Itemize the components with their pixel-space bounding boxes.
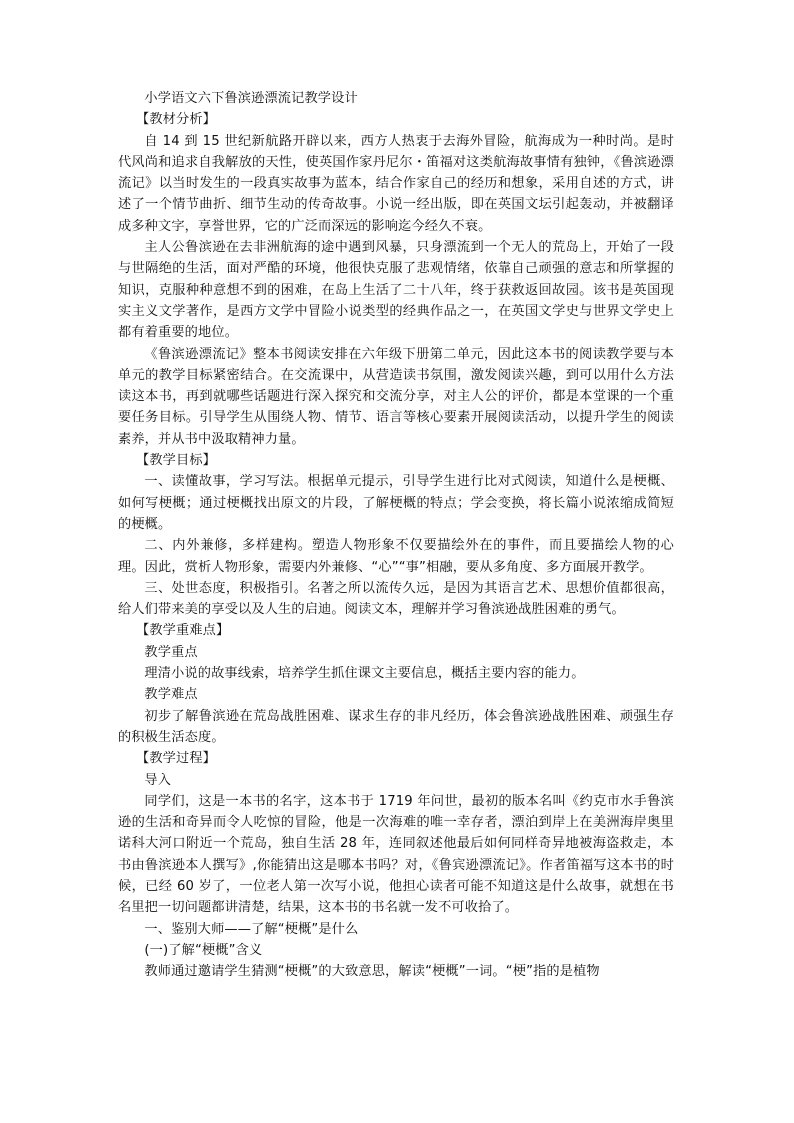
analysis-paragraph: 《鲁滨逊漂流记》整本书阅读安排在六年级下册第二单元，因此这本书的阅读教学要与本单元的教学目标紧密结合。在交流课中，从营造读书氛围，激发阅读兴趣，到可以用什么方法读这本书，再到就哪些话题进行深入探究和交流分享，对主人公的评价，都是本堂课的一个重要任务目标。引导学生从围绕人物、情节、语言等核心要素开展阅读活动，以提升学生的阅读素养，并从书中汲取精神力量。 xyxy=(118,346,674,447)
step1-text: 教师通过邀请学生猜测“梗概”的大致意思，解读“梗概”一词。“梗”指的是植物 xyxy=(144,964,600,980)
section-heading-analysis: 【教材分析】 xyxy=(136,112,217,128)
goal-paragraph: 一、读懂故事，学习写法。根据单元提示，引导学生进行比对式阅读，知道什么是梗概、如何写梗概；通过梗概找出原文的片段，了解梗概的特点；学会变换，将长篇小说浓缩成简短的梗概。 xyxy=(118,474,674,532)
goal-paragraph: 二、内外兼修，多样建构。塑造人物形象不仅要描绘外在的事件，而且要描绘人物的心理。因此，赏析人物形象，需要内外兼修、“心”“事”相融，要从多角度、多方面展开教学。 xyxy=(118,538,674,575)
analysis-paragraph: 自 14 到 15 世纪新航路开辟以来，西方人热衷于去海外冒险，航海成为一种时尚。是时代风尚和追求自我解放的天性，使英国作家丹尼尔・笛福对这类航海故事情有独钟，《鲁滨逊漂流记》以当时发生的一段真实故事为蓝本，结合作家自己的经历和想象，采用自述的方式，讲述了一个情节曲折、细节生动的传奇故事。小说一经出版，即在英国文坛引起轰动，并被翻译成多种文字，享誉世界，它的广泛而深远的影响迄今经久不衰。 xyxy=(118,133,674,234)
goal-paragraph: 三、处世态度，积极指引。名著之所以流传久远，是因为其语言艺术、思想价值都很高，给人们带来美的享受以及人生的启迪。阅读文本，理解并学习鲁滨逊战胜困难的勇气。 xyxy=(118,580,674,618)
document-title: 小学语文六下鲁滨逊漂流记教学设计 xyxy=(144,91,358,106)
section-heading-key-points: 【教学重难点】 xyxy=(136,623,230,639)
step1-heading: 一、鉴别大师——了解“梗概”是什么 xyxy=(144,921,359,937)
analysis-paragraph: 主人公鲁滨逊在去非洲航海的途中遇到风暴，只身漂流到一个无人的荒岛上，开始了一段与世隔绝的生活，面对严酷的环境，他很快克服了悲观情绪，依靠自己顽强的意志和所掌握的知识，克服种种意想不到的困难，在岛上生活了二十八年，终于获救返回故园。该书是英国现实主义文学著作，是西方文学中冒险小说类型的经典作品之一，在英国文学史与世界文学史上都有着重要的地位。 xyxy=(118,240,674,341)
section-heading-process: 【教学过程】 xyxy=(136,751,217,767)
intro-text: 同学们，这是一本书的名字，这本书于 1719 年问世，最初的版本名叫《约克市水手鲁滨逊的生活和奇异而令人吃惊的冒险，他是一次海难的唯一幸存者，漂泊到岸上在美洲海岸奥里诺科大河口附近一个荒岛，独自生活 28 年，连同叙述他最后如何同样奇异地被海盗救走，本书由鲁滨逊本人撰写》,你能猜出这是哪本书吗？对，《鲁宾逊漂流记》。作者笛福写这本书的时候，已经 60 岁了，一位老人第一次写小说，他担心读者可能不知道这是什么故事，就想在书名里把一切问题都讲清楚，结果，这本书的书名就一发不可收拾了。 xyxy=(118,793,674,916)
focus-text: 理清小说的故事线索，培养学生抓住课文主要信息，概括主要内容的能力。 xyxy=(144,666,585,682)
focus-label: 教学重点 xyxy=(144,644,198,660)
difficulty-text: 初步了解鲁滨逊在荒岛战胜困难、谋求生存的非凡经历，体会鲁滨逊战胜困难、顽强生存的积极生活态度。 xyxy=(118,708,674,745)
step1-subheading: (一)了解“梗概”含义 xyxy=(144,942,263,958)
section-heading-goals: 【教学目标】 xyxy=(136,453,217,469)
difficulty-label: 教学难点 xyxy=(144,687,198,703)
intro-label: 导入 xyxy=(144,772,172,788)
document-body xyxy=(118,88,674,982)
